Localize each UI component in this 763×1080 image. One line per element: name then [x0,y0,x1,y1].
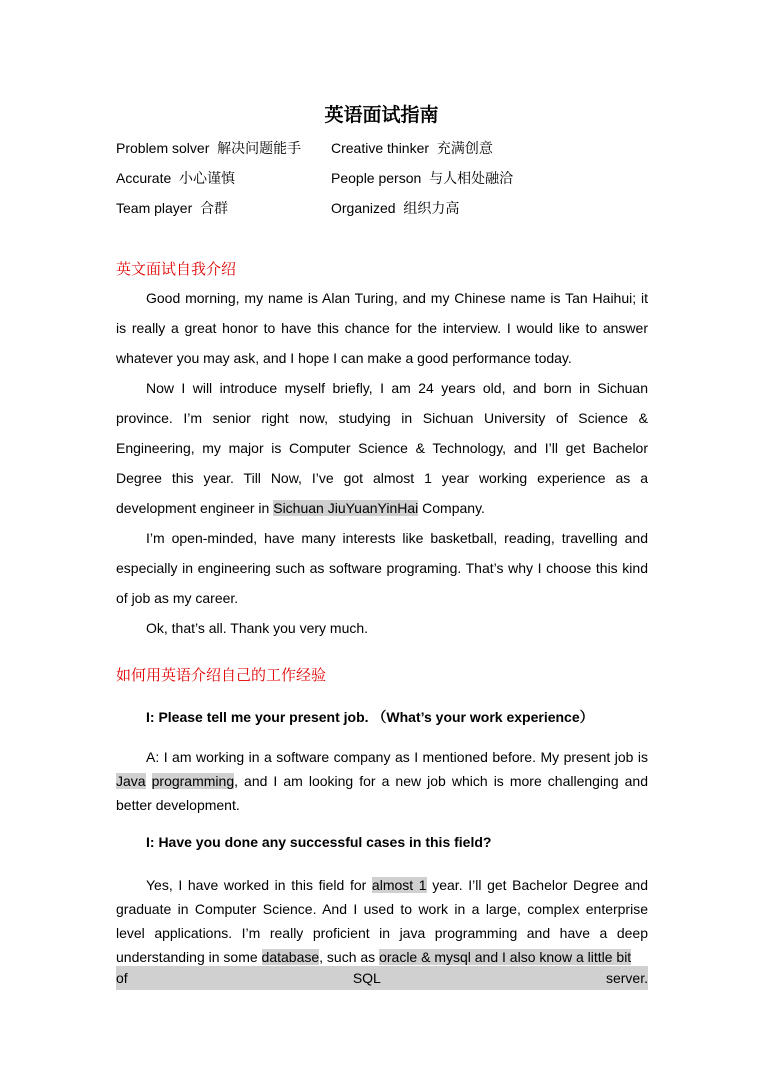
highlighted-text: oracle & mysql and I also know a little bit [379,949,632,965]
vocab-zh: 解决问题能手 [217,140,302,156]
paragraph-text [146,773,152,789]
answer-present-job [116,745,648,817]
answer-successful-cases [116,873,648,969]
paragraph-text: A: I am working in a software company as I mentioned before. My present job is [146,749,648,765]
question-successful-cases: I: Have you done any successful cases in this field? [146,834,492,850]
vocab-en: People person [331,170,422,186]
vocab-en: Problem solver [116,140,210,156]
answer-last-line [116,966,648,990]
paragraph-text: , such as [319,949,380,965]
vocab-zh: 充满创意 [436,140,493,156]
page-title: 英语面试指南 [324,105,439,126]
paragraph-introduction [116,373,648,523]
highlighted-line [116,966,648,990]
paragraph-text: SQL [352,970,381,986]
highlighted-text: almost 1 [371,877,427,893]
vocab-item [116,168,235,188]
paragraph-text: Yes, I have worked in this field for [146,877,372,893]
section-heading-work-experience: 如何用英语介绍自己的工作经验 [116,667,327,684]
highlighted-text: Sichuan JiuYuanYinHai [273,500,419,516]
paragraph-greeting: Good morning, my name is Alan Turing, and my Chinese name is Tan Haihui; it is really a great honor to have this chance for the interview. I would like to answer whatever you may ask, and I hope I can make a good performance today. [116,290,648,366]
vocab-zh: 合群 [200,200,229,216]
vocab-en: Creative thinker [331,140,430,156]
highlighted-text: database [261,949,320,965]
question-present-job: I: Please tell me your present job. （What’s your work experience） [146,709,594,725]
vocab-zh: 小心谨慎 [179,170,236,186]
section-heading-self-intro: 英文面试自我介绍 [116,261,237,278]
vocab-zh: 组织力高 [403,200,460,216]
vocab-item [116,198,228,218]
highlighted-text: Java [116,773,146,789]
paragraph-closing: Ok, that’s all. Thank you very much. [146,620,369,636]
paragraph-text: server. [605,970,648,986]
vocab-item [331,168,513,188]
paragraph-interests: I’m open-minded, have many interests like basketball, reading, travelling and especially in engineering such as software programing. That’s why I choose this kind of job as my career. [116,530,648,606]
paragraph-text: , and I am looking for a new job which is more challenging and better development. [116,773,649,813]
paragraph-text: of [116,970,128,986]
vocab-en: Organized [331,200,396,216]
vocab-zh: 与人相处融洽 [429,170,514,186]
vocab-en: Team player [116,200,193,216]
vocab-item [331,198,459,218]
vocab-item [116,138,301,158]
paragraph-text: year. I’ll get Bachelor Degree and graduate in Computer Science. And I used to work in a large, complex enterprise level applications. I’m really proficient in java programming and have a deep understanding in some [116,877,648,965]
vocab-en: Accurate [116,170,172,186]
paragraph-text: Company. [418,500,485,516]
vocab-item [331,138,493,158]
paragraph-text: Now I will introduce myself briefly, I am 24 years old, and born in Sichuan province. I’m senior right now, studying in Sichuan University of Science & Engineering, my major is Computer Science & Technology, and I’ll get Bachelor Degree this year. Till Now, I’ve got almost 1 year working experience as a development engineer in [116,380,648,516]
highlighted-text: programming [151,773,235,789]
